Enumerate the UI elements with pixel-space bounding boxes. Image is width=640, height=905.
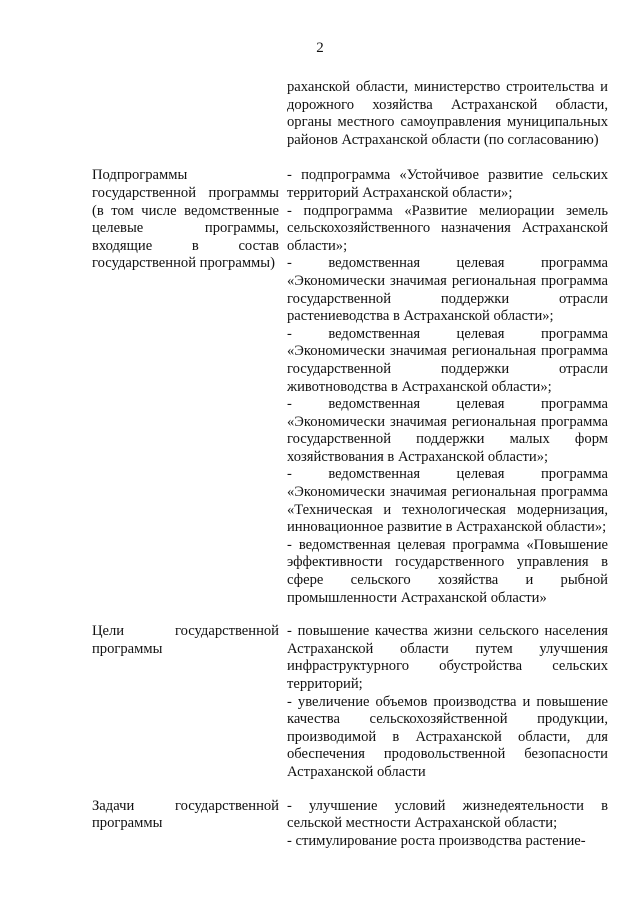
- subprogram-item: - подпрограмма «Устойчивое развитие сельских территорий Астраханской области»;: [287, 167, 608, 201]
- goals-label: Цели государственной программы: [92, 623, 279, 657]
- goal-item: - увеличение объемов производства и повышение качества сельскохозяйственной продукции, производимой в Астраханской области, для обеспечения продовольственной безопасности Астраханской области: [287, 693, 608, 780]
- subprogram-item: - ведомственная целевая программа «Экономически значимая региональная программа государственной поддержки отрасли животноводства в Астраханской области»;: [287, 325, 608, 395]
- subprogram-item: - ведомственная целевая программа «Экономически значимая региональная программа «Техническая и технологическая модернизация, инновационное развитие в Астраханской области»;: [287, 466, 608, 536]
- subprogram-item: - ведомственная целевая программа «Экономически значимая региональная программа государственной поддержки отрасли растениеводства в Астраханской области»;: [287, 255, 608, 325]
- subprograms-list: [283, 167, 608, 607]
- tasks-label: Задачи государственной программы: [92, 797, 279, 832]
- subprogram-item: - ведомственная целевая программа «Экономически значимая региональная программа государственной поддержки малых форм хозяйствования в Астраханской области»;: [287, 396, 608, 465]
- tasks-row: [92, 798, 608, 851]
- page-number: 2: [316, 40, 324, 56]
- subprogram-item: - подпрограмма «Развитие мелиорации земель сельскохозяйственного назначения Астраханской области»;: [287, 202, 608, 254]
- subprogram-item: - ведомственная целевая программа «Повышение эффективности государственного управления в сфере сельского хозяйства и рыбной промышленности Астраханской области»: [287, 536, 608, 606]
- executors-continuation-text: раханской области, министерство строительства и дорожного хозяйства Астраханской области, органы местного самоуправления муниципальных районов Астраханской области (по согласованию): [287, 79, 608, 148]
- goal-item: - повышение качества жизни сельского населения Астраханской области путем улучшения инфраструктурного обустройства сельских территорий;: [287, 623, 608, 692]
- goals-list: [283, 623, 608, 781]
- executors-row: [92, 79, 608, 149]
- subprograms-row: [92, 167, 608, 607]
- executors-value: [283, 79, 608, 149]
- passport-table: [92, 79, 608, 850]
- tasks-list: [283, 798, 608, 851]
- goals-row: [92, 623, 608, 781]
- subprograms-label: Подпрограммы государственной программы (в том числе ведомственные целевые программы, входящие в состав государственной программы): [92, 167, 279, 272]
- task-item: - улучшение условий жизнедеятельности в сельской местности Астраханской области;: [287, 797, 608, 832]
- task-item: - стимулирование роста производства растение-: [287, 832, 586, 849]
- executors-label: [92, 79, 283, 149]
